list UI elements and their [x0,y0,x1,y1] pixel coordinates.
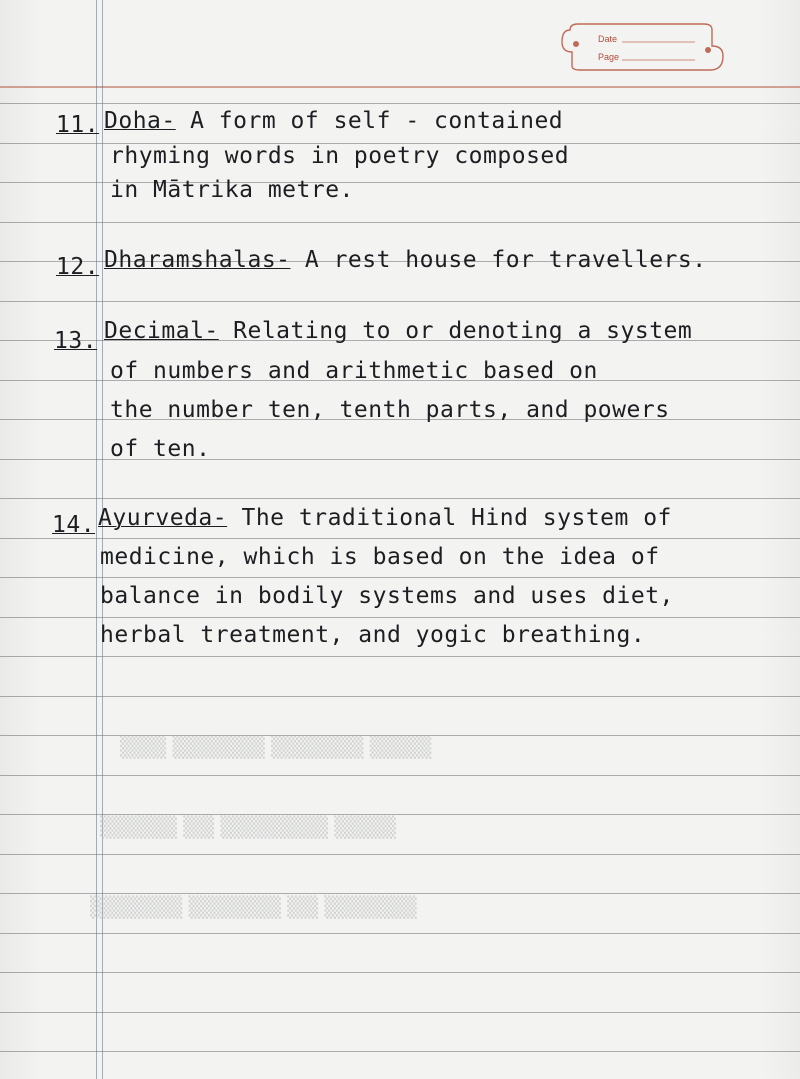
date-page-stamp [560,22,725,72]
entry-line: Dharamshalas- A rest house for travellers. [104,247,707,273]
entry-line: herbal treatment, and yogic breathing. [100,622,646,648]
entry-term: Ayurveda- [98,505,228,531]
date-label: Date [598,34,618,44]
entry-number: 14. [52,512,96,538]
entry-line: in Mātrika metre. [110,177,354,203]
entry-line: balance in bodily systems and uses diet, [100,583,674,609]
page-label: Page [598,52,620,62]
ruled-line [0,222,800,223]
entry-number: 11. [56,112,100,138]
ruled-line [0,1012,800,1013]
entry-term: Doha- [104,108,176,134]
stamp-scroll-icon [560,22,725,72]
ruled-line [0,301,800,302]
ruled-line [0,696,800,697]
entry-line: the number ten, tenth parts, and powers [110,397,670,423]
ruled-line [0,103,800,104]
entry-number: 13. [54,328,98,354]
entry-line: Doha- A form of self - contained [104,108,564,134]
entry-line: Decimal- Relating to or denoting a system [104,318,693,344]
bleed-through-text: ▒▒▒▒▒▒ ▒▒▒▒▒▒ ▒▒ ▒▒▒▒▒▒ [90,895,417,919]
ruled-line [0,617,800,618]
ruled-line [0,656,800,657]
ruled-line [0,893,800,894]
entry-term: Dharamshalas- [104,247,291,273]
ruled-line [0,933,800,934]
entry-line: medicine, which is based on the idea of [100,544,660,570]
ruled-line [0,854,800,855]
entry-line: of ten. [110,436,211,462]
bleed-through-text: ▒▒▒▒▒ ▒▒ ▒▒▒▒▒▒▒ ▒▒▒▒ [100,815,396,839]
entry-line: of numbers and arithmetic based on [110,358,598,384]
header-rule [0,86,800,88]
ruled-line [0,538,800,539]
ruled-line [0,775,800,776]
ruled-line [0,1051,800,1052]
entry-number: 12. [56,254,100,280]
entry-line: rhyming words in poetry composed [110,143,570,169]
ruled-line [0,498,800,499]
ruled-line [0,972,800,973]
entry-line: Ayurveda- The traditional Hind system of [98,505,672,531]
bleed-through-text: ▒▒▒ ▒▒▒▒▒▒ ▒▒▒▒▒▒ ▒▒▒▒ [120,735,432,759]
ruled-line [0,577,800,578]
entry-term: Decimal- [104,318,219,344]
